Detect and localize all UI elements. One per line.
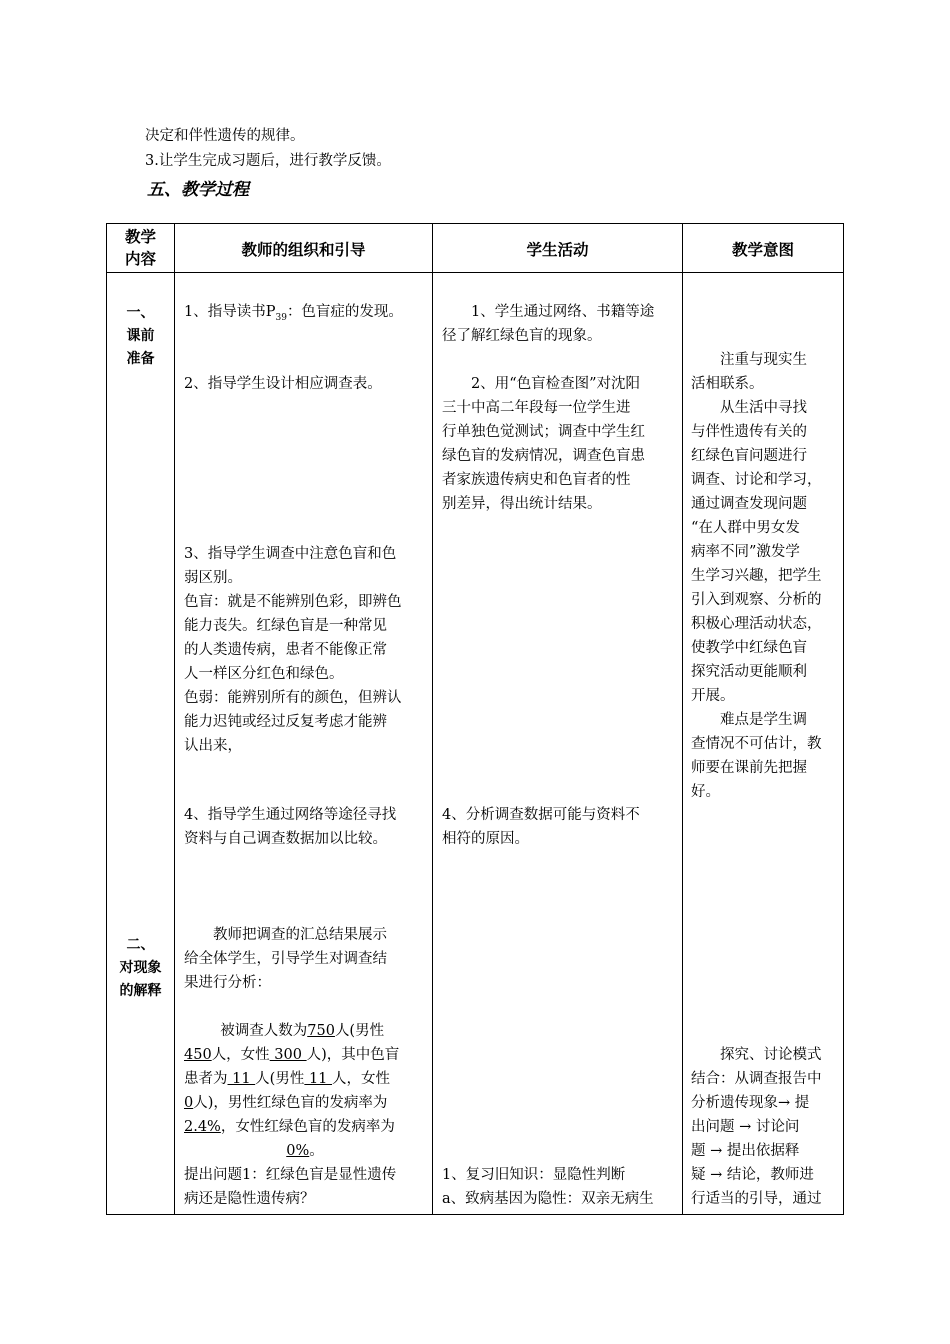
intent-2-line: 探究、讨论模式 <box>720 1047 822 1063</box>
intent-line: 引入到观察、分析的 <box>691 592 822 608</box>
student-item-2-line: 者家族遗传病史和色盲者的性 <box>442 472 631 488</box>
intent-stage-1 <box>691 348 839 804</box>
stage-2-label <box>107 934 174 1003</box>
teacher-item-3-line: 能力迟钝或经过反复考虑才能辨 <box>184 714 387 730</box>
stage-1-label-line-3: 准备 <box>126 351 155 367</box>
female-count: 300 <box>269 1047 307 1063</box>
page-subscript: 39 <box>275 312 287 323</box>
male-incidence-rate: 2.4% <box>184 1119 221 1135</box>
teacher-item-1-suffix: ：色盲症的发现。 <box>286 304 403 320</box>
teacher-item-3-line: 人一样区分红色和绿色。 <box>184 666 344 682</box>
intent-line: 通过调查发现问题 <box>691 496 807 512</box>
stats-line-1: 被调查人数为750人(男性 <box>220 1023 385 1039</box>
survey-statistics <box>184 1019 426 1163</box>
header-divider <box>106 272 844 273</box>
intent-2-line: 行适当的引导，通过 <box>691 1191 822 1207</box>
student-item-2-line: 行单独色觉测试；调查中学生红 <box>442 424 645 440</box>
teacher-item-4-line: 资料与自己调查数据加以比较。 <box>184 831 387 847</box>
header-teaching-content-line-1: 教学 <box>124 228 156 246</box>
patient-count: 11 <box>227 1071 256 1087</box>
intent-line: 与伴性遗传有关的 <box>691 424 807 440</box>
teacher-item-3-line: 色盲：就是不能辨别色彩，即辨色 <box>184 594 402 610</box>
student-item-2-line: 三十中高二年段每一位学生进 <box>442 400 631 416</box>
student-item-2 <box>442 372 678 516</box>
show-results-line: 教师把调查的汇总结果展示 <box>213 927 387 943</box>
column-divider-2 <box>432 223 433 1215</box>
intent-stage-2 <box>691 1043 839 1211</box>
intent-line: 难点是学生调 <box>720 712 807 728</box>
student-review-line: 1、复习旧知识：显隐性判断 <box>442 1167 626 1183</box>
student-item-1 <box>442 300 678 348</box>
teacher-item-3-line: 弱区别。 <box>184 570 242 586</box>
intro-line-2: 3.让学生完成习题后，进行教学反馈。 <box>145 153 391 169</box>
teacher-item-4-line: 4、指导学生通过网络等途径寻找 <box>184 807 397 823</box>
teacher-item-3-line: 3、指导学生调查中注意色盲和色 <box>184 546 397 562</box>
intent-line: 积极心理活动状态， <box>691 616 822 632</box>
stage-2-label-line-3: 的解释 <box>119 983 162 999</box>
question-1 <box>184 1163 426 1211</box>
show-results-line: 给全体学生，引导学生对调查结 <box>184 951 387 967</box>
column-divider-1 <box>174 223 175 1215</box>
intro-text <box>145 124 391 174</box>
stage-1-label-line-2: 课前 <box>126 328 155 344</box>
female-patient-count: 0 <box>184 1095 194 1111</box>
student-item-1-line: 1、学生通过网络、书籍等途 <box>471 304 655 320</box>
stage-2-label-line-2: 对现象 <box>119 960 162 976</box>
intent-line: 生学习兴趣，把学生 <box>691 568 822 584</box>
intent-line: 活相联系。 <box>691 376 764 392</box>
intent-line: 病率不同”激发学 <box>691 544 800 560</box>
header-student-activity: 学生活动 <box>526 241 589 259</box>
column-divider-3 <box>682 223 683 1215</box>
intent-line: 从生活中寻找 <box>720 400 807 416</box>
question-1-line: 病还是隐性遗传病？ <box>184 1191 315 1207</box>
student-review-line: a、致病基因为隐性：双亲无病生 <box>442 1191 654 1207</box>
intent-line: 调查、讨论和学习， <box>691 472 822 488</box>
intent-line: 师要在课前先把握 <box>691 760 807 776</box>
header-teaching-content <box>107 226 174 270</box>
intent-line: 查情况不可估计，教 <box>691 736 822 752</box>
stats-line-4: 0人)，男性红绿色盲的发病率为 <box>184 1095 388 1111</box>
intent-line: 注重与现实生 <box>720 352 807 368</box>
teacher-item-1 <box>184 300 426 330</box>
student-item-4-line: 4、分析调查数据可能与资料不 <box>442 807 640 823</box>
intent-line: 探究活动更能顺利 <box>691 664 807 680</box>
teacher-show-results <box>184 923 426 995</box>
teacher-item-4 <box>184 803 426 851</box>
stats-line-3: 患者为 11 人(男性 11 人，女性 <box>184 1071 391 1087</box>
intent-line: 好。 <box>691 784 720 800</box>
student-item-2-line: 绿色盲的发病情况，调查色盲患 <box>442 448 645 464</box>
teacher-item-3-line: 色弱：能辨别所有的颜色，但辨认 <box>184 690 402 706</box>
stage-2-label-line-1: 二、 <box>126 937 155 953</box>
student-item-2-line: 2、用“色盲检查图”对沈阳 <box>471 376 641 392</box>
intent-line: 开展。 <box>691 688 735 704</box>
intent-2-line: 出问题 → 讨论问 <box>691 1119 800 1135</box>
student-item-4 <box>442 803 678 851</box>
show-results-line: 果进行分析： <box>184 975 271 991</box>
header-teaching-intent: 教学意图 <box>731 241 794 259</box>
teacher-item-1-text: 1、指导读书P <box>184 304 276 320</box>
student-item-1-line: 径了解红绿色盲的现象。 <box>442 328 602 344</box>
male-patient-count: 11 <box>304 1071 333 1087</box>
female-incidence-rate: 0% <box>286 1143 310 1159</box>
male-count: 450 <box>184 1047 212 1063</box>
intent-2-line: 疑 → 结论，教师进 <box>691 1167 814 1183</box>
intent-line: 使教学中红绿色盲 <box>691 640 807 656</box>
intent-line: “在人群中男女发 <box>691 520 800 536</box>
teacher-item-2: 2、指导学生设计相应调查表。 <box>184 376 382 392</box>
section-title: 五、教学过程 <box>147 180 249 200</box>
question-1-line: 提出问题1：红绿色盲是显性遗传 <box>184 1167 397 1183</box>
intent-2-line: 结合：从调查报告中 <box>691 1071 822 1087</box>
total-surveyed: 750 <box>307 1023 335 1039</box>
header-teaching-content-line-2: 内容 <box>124 250 156 268</box>
teacher-item-3-line: 能力丧失。红绿色盲是一种常见 <box>184 618 387 634</box>
stats-line-6: 0%。 <box>286 1143 324 1159</box>
teacher-item-3-line: 认出来， <box>184 738 242 754</box>
teacher-item-3-line: 的人类遗传病，患者不能像正常 <box>184 642 387 658</box>
student-review <box>442 1163 678 1211</box>
stats-line-2: 450人，女性 300 人)，其中色盲 <box>184 1047 400 1063</box>
intent-2-line: 题 → 提出依据释 <box>691 1143 800 1159</box>
stage-1-label-line-1: 一、 <box>126 305 155 321</box>
stats-line-5: 2.4%，女性红绿色盲的发病率为 <box>184 1119 395 1135</box>
student-item-2-line: 别差异，得出统计结果。 <box>442 496 602 512</box>
student-item-4-line: 相符的原因。 <box>442 831 529 847</box>
intro-line-1: 决定和伴性遗传的规律。 <box>145 128 305 144</box>
header-teacher-guidance: 教师的组织和引导 <box>241 241 366 259</box>
intent-2-line: 分析遗传现象→ 提 <box>691 1095 810 1111</box>
intent-line: 红绿色盲问题进行 <box>691 448 807 464</box>
stage-1-label <box>107 302 174 371</box>
teacher-item-3 <box>184 542 426 758</box>
